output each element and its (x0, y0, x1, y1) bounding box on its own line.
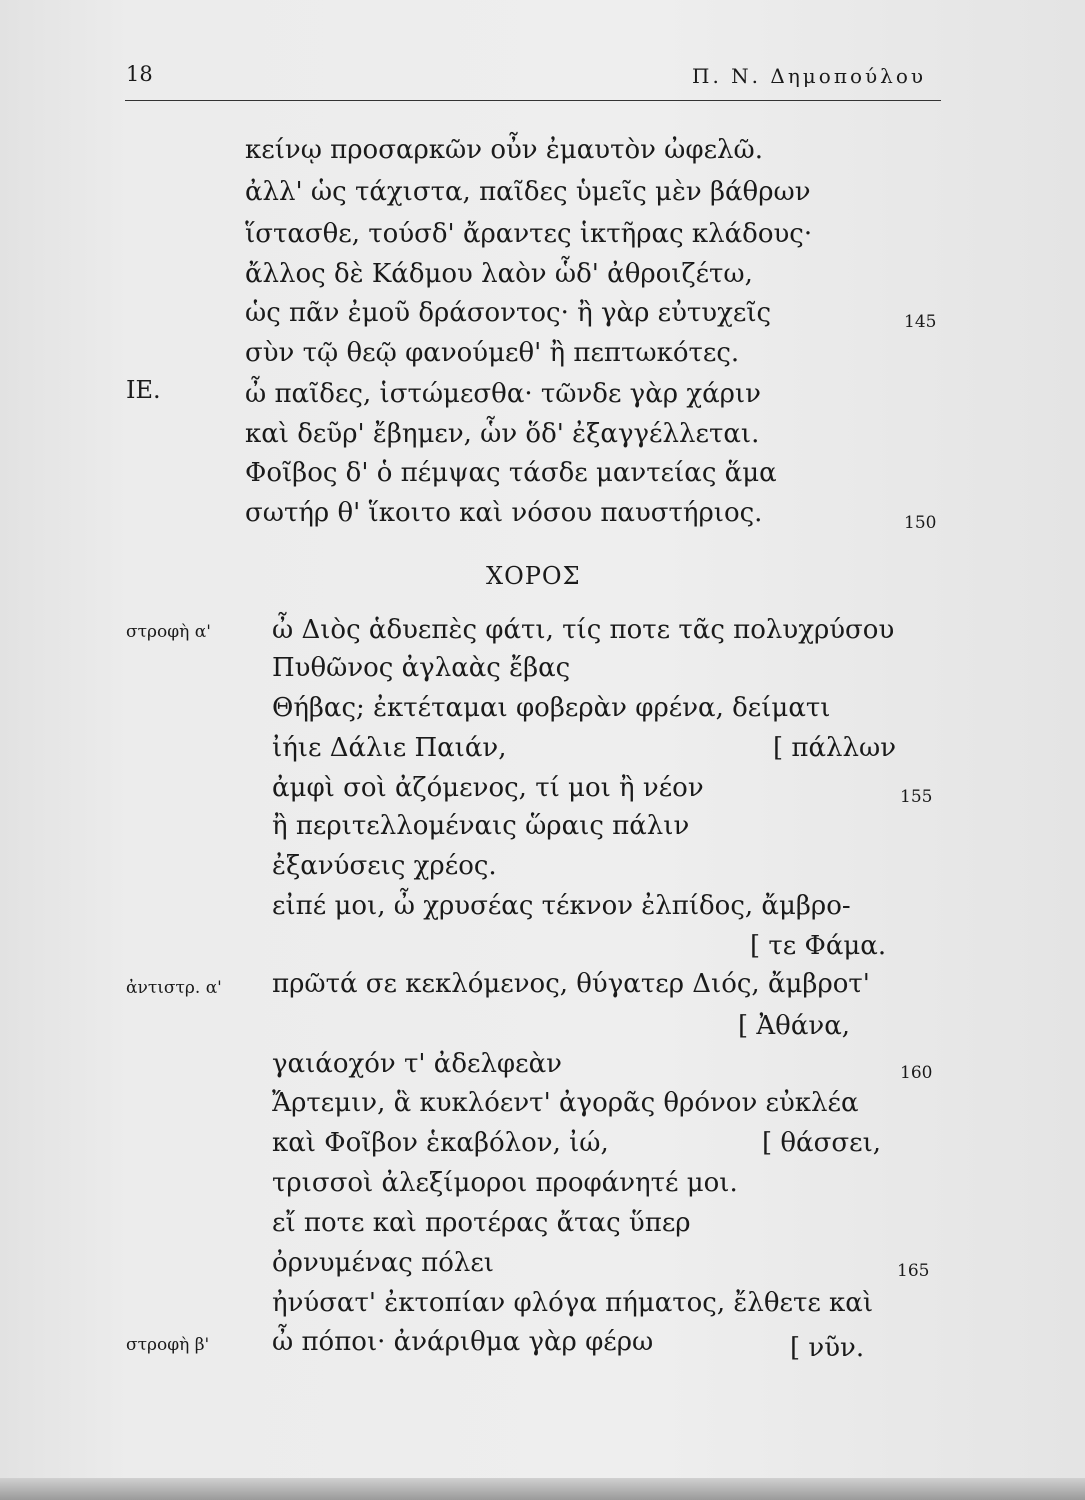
verse-line-overflow: [ πάλλων (773, 733, 897, 763)
page-number: 18 (126, 62, 153, 86)
speaker-label: ΙΕ. (126, 376, 161, 404)
verse-line: Ἄρτεμιν, ἃ κυκλόεντ' ἀγορᾶς θρόνον εὐκλέα (272, 1088, 859, 1118)
verse-line: τρισσοὶ ἀλεξίμοροι προφάνητέ μοι. (272, 1168, 738, 1198)
verse-line: ὦ Διὸς ἁδυεπὲς φάτι, τίς ποτε τᾶς πολυχρύσου (272, 615, 895, 645)
verse-line-overflow: [ Ἀθάνα, (738, 1011, 851, 1041)
verse-line: σωτήρ θ' ἵκοιτο καὶ νόσου παυστήριος. (245, 498, 763, 528)
section-label-antistrophe-a: ἀντιστρ. α' (126, 978, 222, 998)
verse-line: εἴ ποτε καὶ προτέρας ἄτας ὕπερ (272, 1208, 691, 1238)
verse-line: ἠνύσατ' ἐκτοπίαν φλόγα πήματος, ἔλθετε καὶ (272, 1288, 874, 1318)
page-bottom-edge (0, 1478, 1085, 1500)
section-label-strophe-a: στροφὴ α' (126, 622, 211, 642)
verse-line: καὶ δεῦρ' ἔβημεν, ὧν ὅδ' ἐξαγγέλλεται. (245, 419, 760, 449)
verse-line: καὶ Φοῖβον ἑκαβόλον, ἰώ, (272, 1128, 609, 1158)
line-number: 145 (904, 312, 937, 332)
verse-line: Φοῖβος δ' ὁ πέμψας τάσδε μαντείας ἅμα (245, 458, 777, 488)
verse-line: ἀμφὶ σοὶ ἀζόμενος, τί μοι ἢ νέον (272, 773, 704, 803)
verse-line: ἄλλος δὲ Κάδμου λαὸν ὧδ' ἀθροιζέτω, (245, 259, 753, 289)
line-number: 165 (897, 1261, 930, 1281)
verse-line: ἰήιε Δάλιε Παιάν, (272, 733, 507, 763)
verse-line-overflow: [ θάσσει, (762, 1128, 882, 1158)
verse-line: ὦ πόποι· ἀνάριθμα γὰρ φέρω (272, 1327, 654, 1357)
verse-line: ὦ παῖδες, ἱστώμεσθα· τῶνδε γὰρ χάριν (245, 379, 761, 409)
chorus-heading: ΧΟΡΟΣ (486, 562, 581, 590)
header-rule (125, 100, 941, 101)
verse-line: ἐξανύσεις χρέος. (272, 851, 497, 881)
verse-line: πρῶτά σε κεκλόμενος, θύγατερ Διός, ἄμβροτ' (272, 969, 870, 999)
verse-line: σὺν τῷ θεῷ φανούμεθ' ἢ πεπτωκότες. (245, 338, 740, 368)
running-head: Π. Ν. Δημοπούλου (692, 64, 927, 88)
verse-line: ὡς πᾶν ἐμοῦ δράσοντος· ἢ γὰρ εὐτυχεῖς (245, 298, 772, 328)
section-label-strophe-b: στροφὴ β' (126, 1335, 210, 1355)
verse-line: γαιάοχόν τ' ἀδελφεὰν (272, 1049, 562, 1079)
verse-line: Πυθῶνος ἀγλαὰς ἔβας (272, 653, 571, 683)
verse-line-overflow: [ νῦν. (790, 1333, 865, 1363)
verse-line: ἵστασθε, τούσδ' ἄραντες ἱκτῆρας κλάδους· (245, 219, 813, 249)
verse-line-overflow: [ τε Φάμα. (750, 931, 887, 961)
verse-line: ὀρνυμένας πόλει (272, 1248, 494, 1278)
verse-line: εἰπέ μοι, ὦ χρυσέας τέκνον ἐλπίδος, ἄμβρο- (272, 891, 851, 921)
line-number: 160 (900, 1063, 933, 1083)
verse-line: ἢ περιτελλομέναις ὥραις πάλιν (272, 811, 690, 841)
line-number: 150 (904, 513, 937, 533)
verse-line: κείνῳ προσαρκῶν οὖν ἐμαυτὸν ὠφελῶ. (245, 135, 763, 165)
verse-line: ἀλλ' ὡς τάχιστα, παῖδες ὑμεῖς μὲν βάθρων (245, 177, 811, 207)
line-number: 155 (900, 787, 933, 807)
verse-line: Θήβας; ἐκτέταμαι φοβερὰν φρένα, δείματι (272, 693, 831, 723)
